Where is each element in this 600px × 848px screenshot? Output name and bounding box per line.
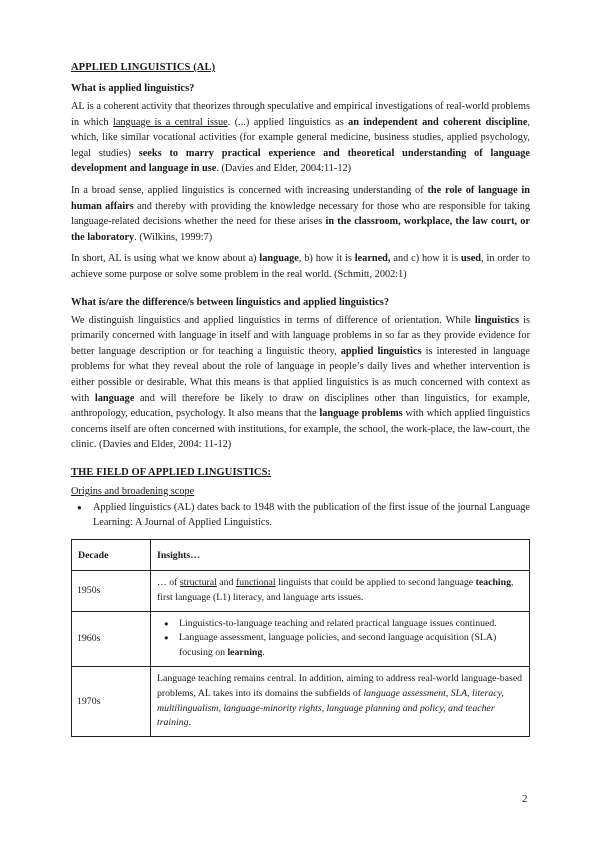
paragraph-definition-schmitt: In short, AL is using what we know about a) language, b) how it is learned, and c) how it is used, in order to achieve some purpose or solve some problem in the real world. (Schmitt, 2002:1) xyxy=(71,253,530,280)
paragraph-differences: We distinguish linguistics and applied linguistics in terms of difference of orientation. While linguistics is primarily concerned with language in itself and with language problems in so far as they provide evidence for better language description or for teaching a linguistic theory, applied linguistics is interested in language problems for what they reveal about the role of language in people’s daily lives and whether intervention is either possible or desirable. What this means is that applied linguistics is as much concerned with context as with language and will therefore be likely to draw on disciplines other than linguistics, for example, anthropology, education, psychology. It also means that the language problems with which applied linguistics concerns itself are often concerned with institutions, for example, the school, the work-place, the law-court, the clinic. (Davies and Elder, 2004: 11-12) xyxy=(71,314,530,451)
bullet-list-origins xyxy=(71,500,530,531)
insight-cell: Language teaching remains central. In addition, aiming to address real-world language-based problems, AL takes into its domains the subfields of language assessment, SLA, literacy, multilingualism, language-minority rights, language planning and policy, and teacher training. xyxy=(151,667,530,737)
list-item: ● Applied linguistics (AL) dates back to 1948 with the publication of the first issue of the journal Language Learning: A Journal of Applied Linguistics. xyxy=(93,500,530,531)
section-title-applied-linguistics: APPLIED LINGUISTICS (AL) xyxy=(71,62,216,73)
paragraph-definition-davies: AL is a coherent activity that theorizes through speculative and empirical investigations of real-world problems in which language is a central issue. (...) applied linguistics as an independent and coherent discipline, which, like similar vocational activities (for example general medicine, business studies, applied psychology, legal studies) seeks to marry practical experience and theoretical understanding of language development and language in use. (Davies and Elder, 2004:11-12) xyxy=(71,101,530,175)
table-row xyxy=(72,571,530,612)
table-row xyxy=(72,667,530,737)
insights-table xyxy=(71,539,530,737)
subsection-origins: Origins and broadening scope xyxy=(71,485,195,497)
section-title-field: THE FIELD OF APPLIED LINGUISTICS: xyxy=(71,466,272,478)
table-header-insights: Insights… xyxy=(151,540,530,571)
list-item: ● Linguistics-to-language teaching and related practical language issues continued. xyxy=(179,617,523,632)
decade-cell: 1970s xyxy=(72,667,151,737)
question-what-is-al: What is applied linguistics? xyxy=(71,83,195,94)
page-number: 2 xyxy=(522,793,528,805)
insight-cell: … of structural and functional linguists that could be applied to second language teaching, first language (L1) literacy, and language arts issues. xyxy=(151,571,530,612)
table-header-decade: Decade xyxy=(72,540,151,571)
decade-cell: 1960s xyxy=(72,611,151,666)
table-row xyxy=(72,611,530,666)
decade-cell: 1950s xyxy=(72,571,151,612)
paragraph-definition-wilkins: In a broad sense, applied linguistics is concerned with increasing understanding of the role of language in human affairs and thereby with providing the knowledge necessary for those who are responsible for taking language-related decisions whether the need for these arises in the classroom, workplace, the law court, or the laboratory. (Wilkins, 1999:7) xyxy=(71,184,531,243)
insight-cell xyxy=(151,611,530,666)
table-header-row xyxy=(72,540,530,571)
document-page xyxy=(71,62,530,737)
list-item: ● Language assessment, language policies, and second language acquisition (SLA) focusing on learning. xyxy=(179,631,523,661)
question-differences: What is/are the difference/s between linguistics and applied linguistics? xyxy=(71,296,390,308)
